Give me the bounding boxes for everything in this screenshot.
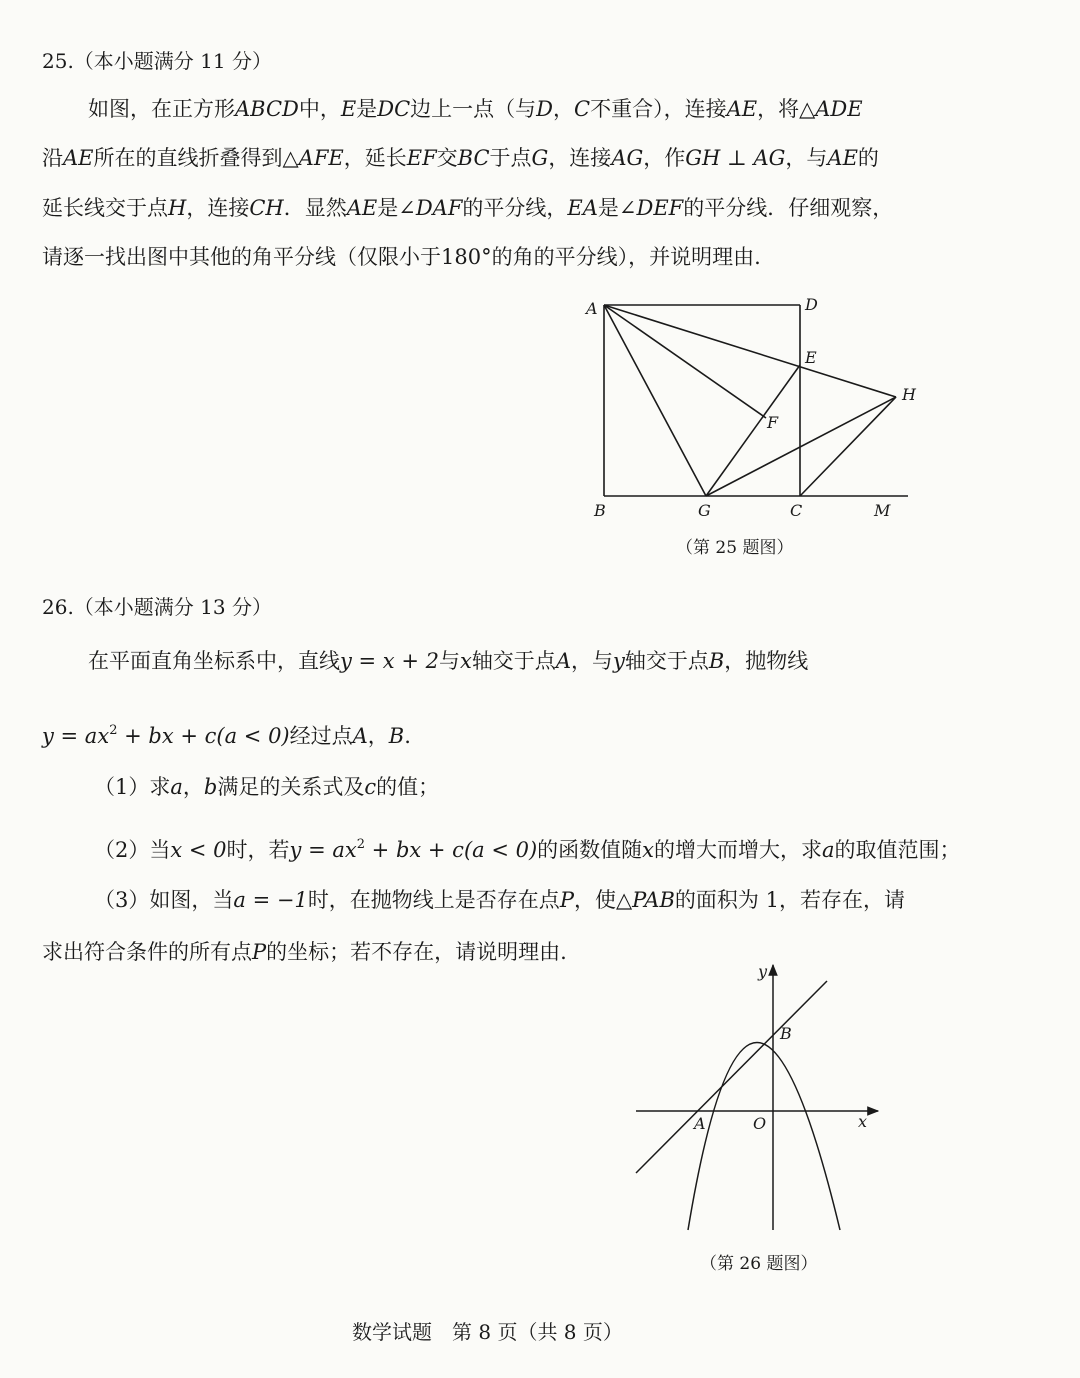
q25-line-1: 如图，在正方形ABCD中，E是DC边上一点（与D，C不重合），连接AE，将△ADE <box>88 97 863 121</box>
segment-GE <box>706 365 800 496</box>
label-A: A <box>586 299 598 318</box>
q26-sub-3: （3）如图，当a = −1时，在抛物线上是否存在点P，使△PAB的面积为 1，若存在，请 <box>94 888 905 912</box>
segment-AG <box>604 305 706 496</box>
segment-AF <box>604 305 766 418</box>
q25-line-2: 沿AE所在的直线折叠得到△AFE，延长EF交BC于点G，连接AG，作GH ⊥ AG，与AE的 <box>42 146 879 170</box>
label-B: B <box>780 1024 792 1043</box>
label-A: A <box>694 1114 706 1133</box>
q25-line-3: 延长线交于点H，连接CH．显然AE是∠DAF的平分线，EA是∠DEF的平分线．仔细观察， <box>42 196 894 220</box>
label-M: M <box>874 501 891 520</box>
q26-sub-1: （1）求a，b满足的关系式及c的值； <box>94 775 440 799</box>
segment-AH <box>604 305 896 397</box>
page-footer: 数学试题 第 8 页（共 8 页） <box>352 1320 623 1344</box>
label-O: O <box>753 1114 767 1133</box>
q26-sub-2: （2）当x < 0时，若$y = ax^2$ + bx + c(a < 0)的函数值随x的增大而增大，求a的取值范围； <box>94 837 961 862</box>
segment-GH <box>706 397 896 496</box>
q25-caption: （第 25 题图） <box>676 538 794 558</box>
q25-header: 25.（本小题满分 11 分） <box>42 49 272 73</box>
label-F: F <box>767 413 779 432</box>
label-D: D <box>805 295 818 314</box>
axis-label-x: x <box>858 1112 868 1131</box>
label-E: E <box>805 348 817 367</box>
q26-line-2: $y = ax^2$ + bx + c(a < 0)经过点A，B. <box>42 723 411 748</box>
label-G: G <box>698 501 711 520</box>
line-y-eq-x-plus-2 <box>636 981 827 1173</box>
q26-header: 26.（本小题满分 13 分） <box>42 595 272 619</box>
q26-figure <box>620 955 900 1245</box>
q26-sub-3-cont: 求出符合条件的所有点P的坐标；若不存在，请说明理由. <box>42 940 567 964</box>
segment-CH <box>800 397 896 496</box>
q26-caption: （第 26 题图） <box>700 1254 818 1274</box>
q25-line-4: 请逐一找出图中其他的角平分线（仅限小于180°的角的平分线），并说明理由. <box>42 245 761 269</box>
q26-line-1: 在平面直角坐标系中，直线y = x + 2与x轴交于点A，与y轴交于点B，抛物线 <box>88 649 809 673</box>
label-B: B <box>594 501 606 520</box>
parabola <box>688 1043 840 1231</box>
axis-label-y: y <box>758 962 768 981</box>
label-C: C <box>790 501 803 520</box>
q25-figure <box>580 290 920 530</box>
label-H: H <box>902 385 916 404</box>
